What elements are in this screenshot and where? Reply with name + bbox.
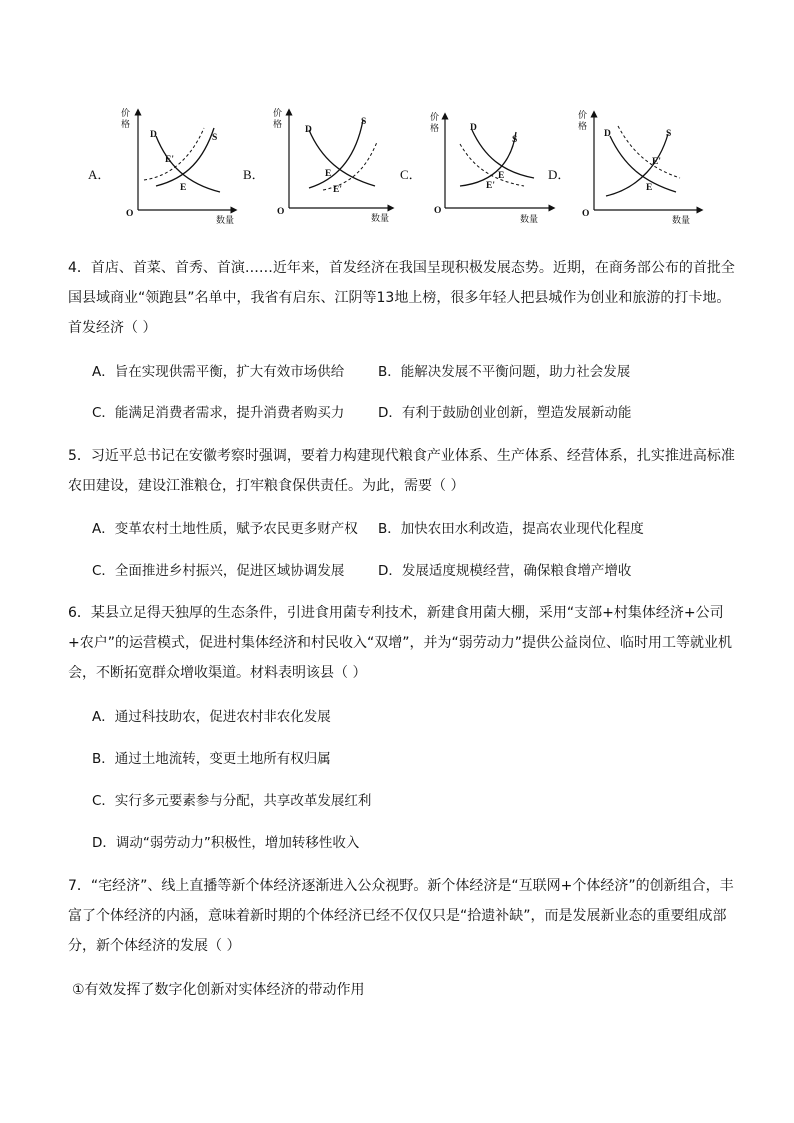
graph-a-origin: O [126,209,134,219]
graph-c-origin: O [434,206,442,216]
graph-a-xlabel: 数量 [216,216,235,226]
graph-c-e-label: E [498,171,505,181]
graph-a-ylabel-1: 价 [121,109,131,119]
question-6-option-a[interactable]: A．通过科技助农，促进农村非农化发展 [92,709,331,725]
graph-c-supply-curve [460,132,516,186]
graph-d-e-label: E [646,183,653,193]
graph-d-d-label: D [604,129,611,139]
supply-demand-graphs [88,106,708,230]
graph-d-demand-curve [610,136,676,192]
question-4-option-a[interactable]: A．旨在实现供需平衡，扩大有效市场供给 [92,364,345,380]
question-6-option-d[interactable]: D．调动“弱劳动力”积极性，增加转移性收入 [92,835,360,851]
question-5-stem: 5．习近平总书记在安徽考察时强调，要着力构建现代粮食产业体系、生产体系、经营体系，扎实推进高标准农田建设，建设江淮粮仓，打牢粮食保供责任。为此，需要（ ） [68,448,735,494]
graph-option-b [243,106,398,230]
graph-c-shifted-curve [460,144,524,186]
graph-b-origin: O [277,207,285,217]
question-6-stem: 6．某县立足得天独厚的生态条件，引进食用菌专利技术，新建食用菌大棚，采用“支部+村集体经济+公司+农户”的运营模式，促进村集体经济和村民收入“双增”，并为“弱劳动力”提供公益岗位、临时用工等就业机会，不断拓宽群众增收渠道。材料表明该县（ ） [68,605,732,681]
question-5-option-d[interactable]: D．发展适度规模经营，确保粮食增产增收 [378,563,632,579]
graph-c-e2-label: E' [486,181,495,191]
graph-a-d-label: D [150,130,157,140]
graph-d-svg [548,106,708,230]
graph-a-s-label: S [212,133,218,143]
graph-d-origin: O [582,209,590,219]
graph-c-svg [400,106,558,230]
graph-d-e2-label: E' [652,157,661,167]
graph-b-s-label: S [361,117,367,127]
graph-c-ylabel-2: 格 [430,124,440,134]
question-4-option-c[interactable]: C．能满足消费者需求，提升消费者购买力 [92,405,345,421]
graph-a-ylabel-2: 格 [121,120,131,130]
graph-c-letter: C． [400,167,422,182]
graph-b-demand-curve [309,130,375,186]
graph-b-letter: B． [243,167,265,182]
graph-a-letter: A． [88,167,111,182]
graph-a-e2-label: E' [165,155,174,165]
graph-a-e-label: E [180,183,187,193]
graph-c-ylabel-1: 价 [430,113,440,123]
question-5-option-b[interactable]: B．加快农田水利改造，提高农业现代化程度 [378,521,644,537]
graph-b-e2-label: E' [333,185,342,195]
graph-option-d [548,106,708,230]
graph-c-s-label: S [512,135,518,145]
question-4-option-d[interactable]: D．有利于鼓励创业创新，塑造发展新动能 [378,405,632,421]
graph-option-a [88,106,238,230]
question-5-option-c[interactable]: C．全面推进乡村振兴，促进区域协调发展 [92,563,345,579]
question-7-item-1: ①有效发挥了数字化创新对实体经济的带动作用 [72,982,365,998]
graph-d-s-label: S [666,129,672,139]
graph-c-xlabel: 数量 [520,215,539,225]
question-6-option-c[interactable]: C．实行多元要素参与分配，共享改革发展红利 [92,793,372,809]
graph-c-d-label: D [470,123,477,133]
graph-b-shifted-curve [323,142,377,190]
question-7-stem: 7．“宅经济”、线上直播等新个体经济逐渐进入公众视野。新个体经济是“互联网+个体经济”的创新组合，丰富了个体经济的内涵，意味着新时期的个体经济已经不仅仅只是“拾遗补缺”，而是发展新业态的重要组成部分，新个体经济的发展（ ） [68,878,734,954]
graph-b-svg [243,106,398,230]
question-4-option-b[interactable]: B．能解决发展不平衡问题，助力社会发展 [378,364,631,380]
graph-d-letter: D． [548,167,571,182]
graph-d-xlabel: 数量 [672,216,691,226]
graph-b-xlabel: 数量 [371,214,390,224]
question-5-option-a[interactable]: A．变革农村土地性质，赋予农民更多财产权 [92,521,358,537]
graph-d-ylabel-2: 格 [578,122,588,132]
question-6-option-b[interactable]: B．通过土地流转，变更土地所有权归属 [92,751,331,767]
graph-a-svg [88,106,238,230]
question-4-stem: 4．首店、首菜、首秀、首演……近年来，首发经济在我国呈现积极发展态势。近期，在商务部公布的首批全国县域商业“领跑县”名单中，我省有启东、江阴等13地上榜，很多年轻人把县城作为创业和旅游的打卡地。首发经济（ ） [68,260,735,336]
graph-option-c [400,106,558,230]
graph-b-ylabel-1: 价 [273,109,283,119]
graph-d-ylabel-1: 价 [578,111,588,121]
graph-b-ylabel-2: 格 [273,120,283,130]
graph-b-d-label: D [305,125,312,135]
graph-b-e-label: E [325,169,332,179]
